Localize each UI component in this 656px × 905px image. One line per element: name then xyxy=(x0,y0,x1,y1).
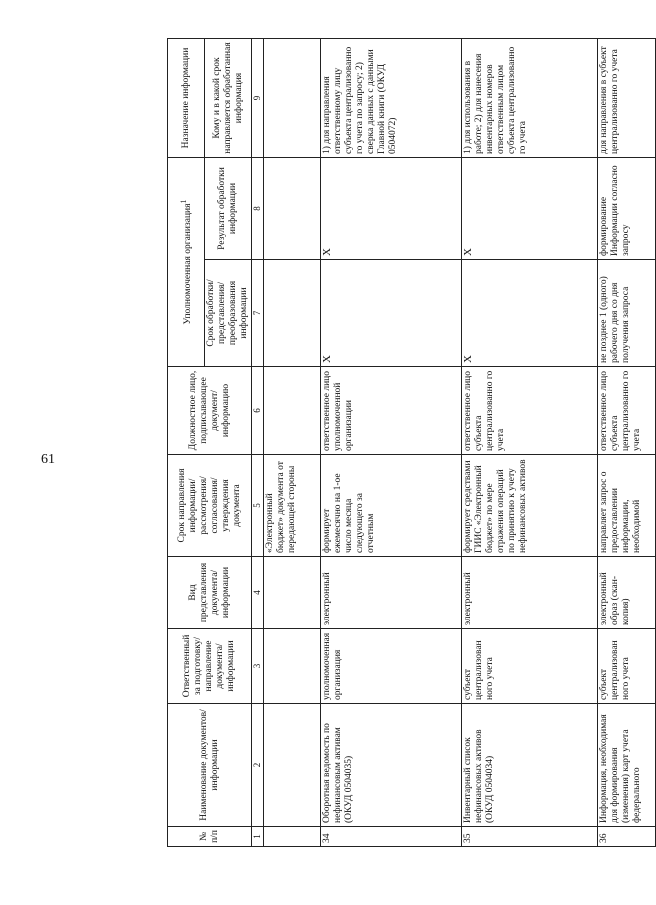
cell-official xyxy=(264,367,321,455)
header-form: Вид представления документа/ информации xyxy=(168,557,252,629)
table-row xyxy=(598,39,656,847)
footnote-mark: 1 xyxy=(178,199,188,204)
cell-num xyxy=(264,827,321,847)
cell-form: электронный xyxy=(462,557,598,629)
cell-responsible: субъект централизован ного учета xyxy=(598,629,656,704)
cell-processing-time: не позднее 1 (одного) рабочего дня со дня получения запроса xyxy=(598,260,656,367)
header-recipient: Кому и в какой срок направляется обработанная информация xyxy=(205,39,252,158)
header-name: Наименование документов/ информации xyxy=(168,704,252,827)
cell-deadline: формирует средствами ГИИС «Электронный бюджет» по мере отражения операций по принятию к учету нефинансовых активов xyxy=(462,455,598,557)
header-row-group xyxy=(168,39,205,847)
column-number: 4 xyxy=(252,557,264,629)
header-deadline: Срок направления информации/ рассмотрения/ согласования/ утверждения документа xyxy=(168,455,252,557)
cell-official: ответственное лицо уполномоченной организации xyxy=(321,367,462,455)
table-row xyxy=(264,39,321,847)
column-number: 5 xyxy=(252,455,264,557)
cell-processing-result xyxy=(264,158,321,260)
cell-recipient: 1) для направления ответственному лицу субъекта централизованно го учета по запросу; 2) сверка данных с данными Главной книги (ОКУД 0504072) xyxy=(321,39,462,158)
header-purpose-group: Назначение информации xyxy=(168,39,205,158)
column-number: 8 xyxy=(252,158,264,260)
table-row xyxy=(462,39,598,847)
column-number: 3 xyxy=(252,629,264,704)
cell-name: Информация, необходимая для формирования (изменения) карт учета федерального xyxy=(598,704,656,827)
document-table xyxy=(167,38,656,847)
column-number: 2 xyxy=(252,704,264,827)
cell-deadline: направляет запрос о предоставлении информации, необходимой xyxy=(598,455,656,557)
cell-name xyxy=(264,704,321,827)
header-num: № п/п xyxy=(168,827,252,847)
cell-processing-time: Х xyxy=(321,260,462,367)
header-official: Должностное лицо, подписывающее документ/ информацию xyxy=(168,367,252,455)
header-org-group-label: Уполномоченная организация xyxy=(183,203,194,325)
cell-form: электронный образ (скан-копия) xyxy=(598,557,656,629)
cell-processing-result: Х xyxy=(321,158,462,260)
cell-responsible: субъект централизован ного учета xyxy=(462,629,598,704)
cell-responsible xyxy=(264,629,321,704)
column-number: 1 xyxy=(252,827,264,847)
cell-num: 36 xyxy=(598,827,656,847)
column-number: 6 xyxy=(252,367,264,455)
cell-processing-result: формирование Информации согласно запросу xyxy=(598,158,656,260)
cell-official: ответственное лицо субъекта централизованно го учета xyxy=(462,367,598,455)
page-number: 61 xyxy=(41,452,55,467)
column-number: 9 xyxy=(252,39,264,158)
header-processing-time: Срок обработки/ представления/ преобразования информации xyxy=(205,260,252,367)
header-org-group xyxy=(168,158,205,367)
cell-processing-time: Х xyxy=(462,260,598,367)
cell-name: Оборотная ведомость по нефинансовым активам (ОКУД 0504035) xyxy=(321,704,462,827)
column-number: 7 xyxy=(252,260,264,367)
cell-form xyxy=(264,557,321,629)
cell-num: 34 xyxy=(321,827,462,847)
header-responsible: Ответственный за подготовку/ направление документа/ информации xyxy=(168,629,252,704)
cell-recipient: для направления в субъект централизованно го учета xyxy=(598,39,656,158)
cell-official: ответственное лицо субъекта централизованно го учета xyxy=(598,367,656,455)
table-row xyxy=(321,39,462,847)
cell-responsible: уполномоченная организация xyxy=(321,629,462,704)
cell-form: электронный xyxy=(321,557,462,629)
cell-num: 35 xyxy=(462,827,598,847)
cell-deadline: формирует ежемесячно на 1-ое число месяца следующего за отчетным xyxy=(321,455,462,557)
cell-recipient xyxy=(264,39,321,158)
cell-processing-result: Х xyxy=(462,158,598,260)
cell-deadline: «Электронный бюджет» документа от передающей стороны xyxy=(264,455,321,557)
header-processing-result: Результат обработки информации xyxy=(205,158,252,260)
cell-processing-time xyxy=(264,260,321,367)
cell-name: Инвентарный список нефинансовых активов (ОКУД 0504034) xyxy=(462,704,598,827)
cell-recipient: 1) для использования в работе; 2) для нанесения инвентарных номеров ответственным лицом субъекта централизованно го учета xyxy=(462,39,598,158)
column-number-row xyxy=(252,39,264,847)
